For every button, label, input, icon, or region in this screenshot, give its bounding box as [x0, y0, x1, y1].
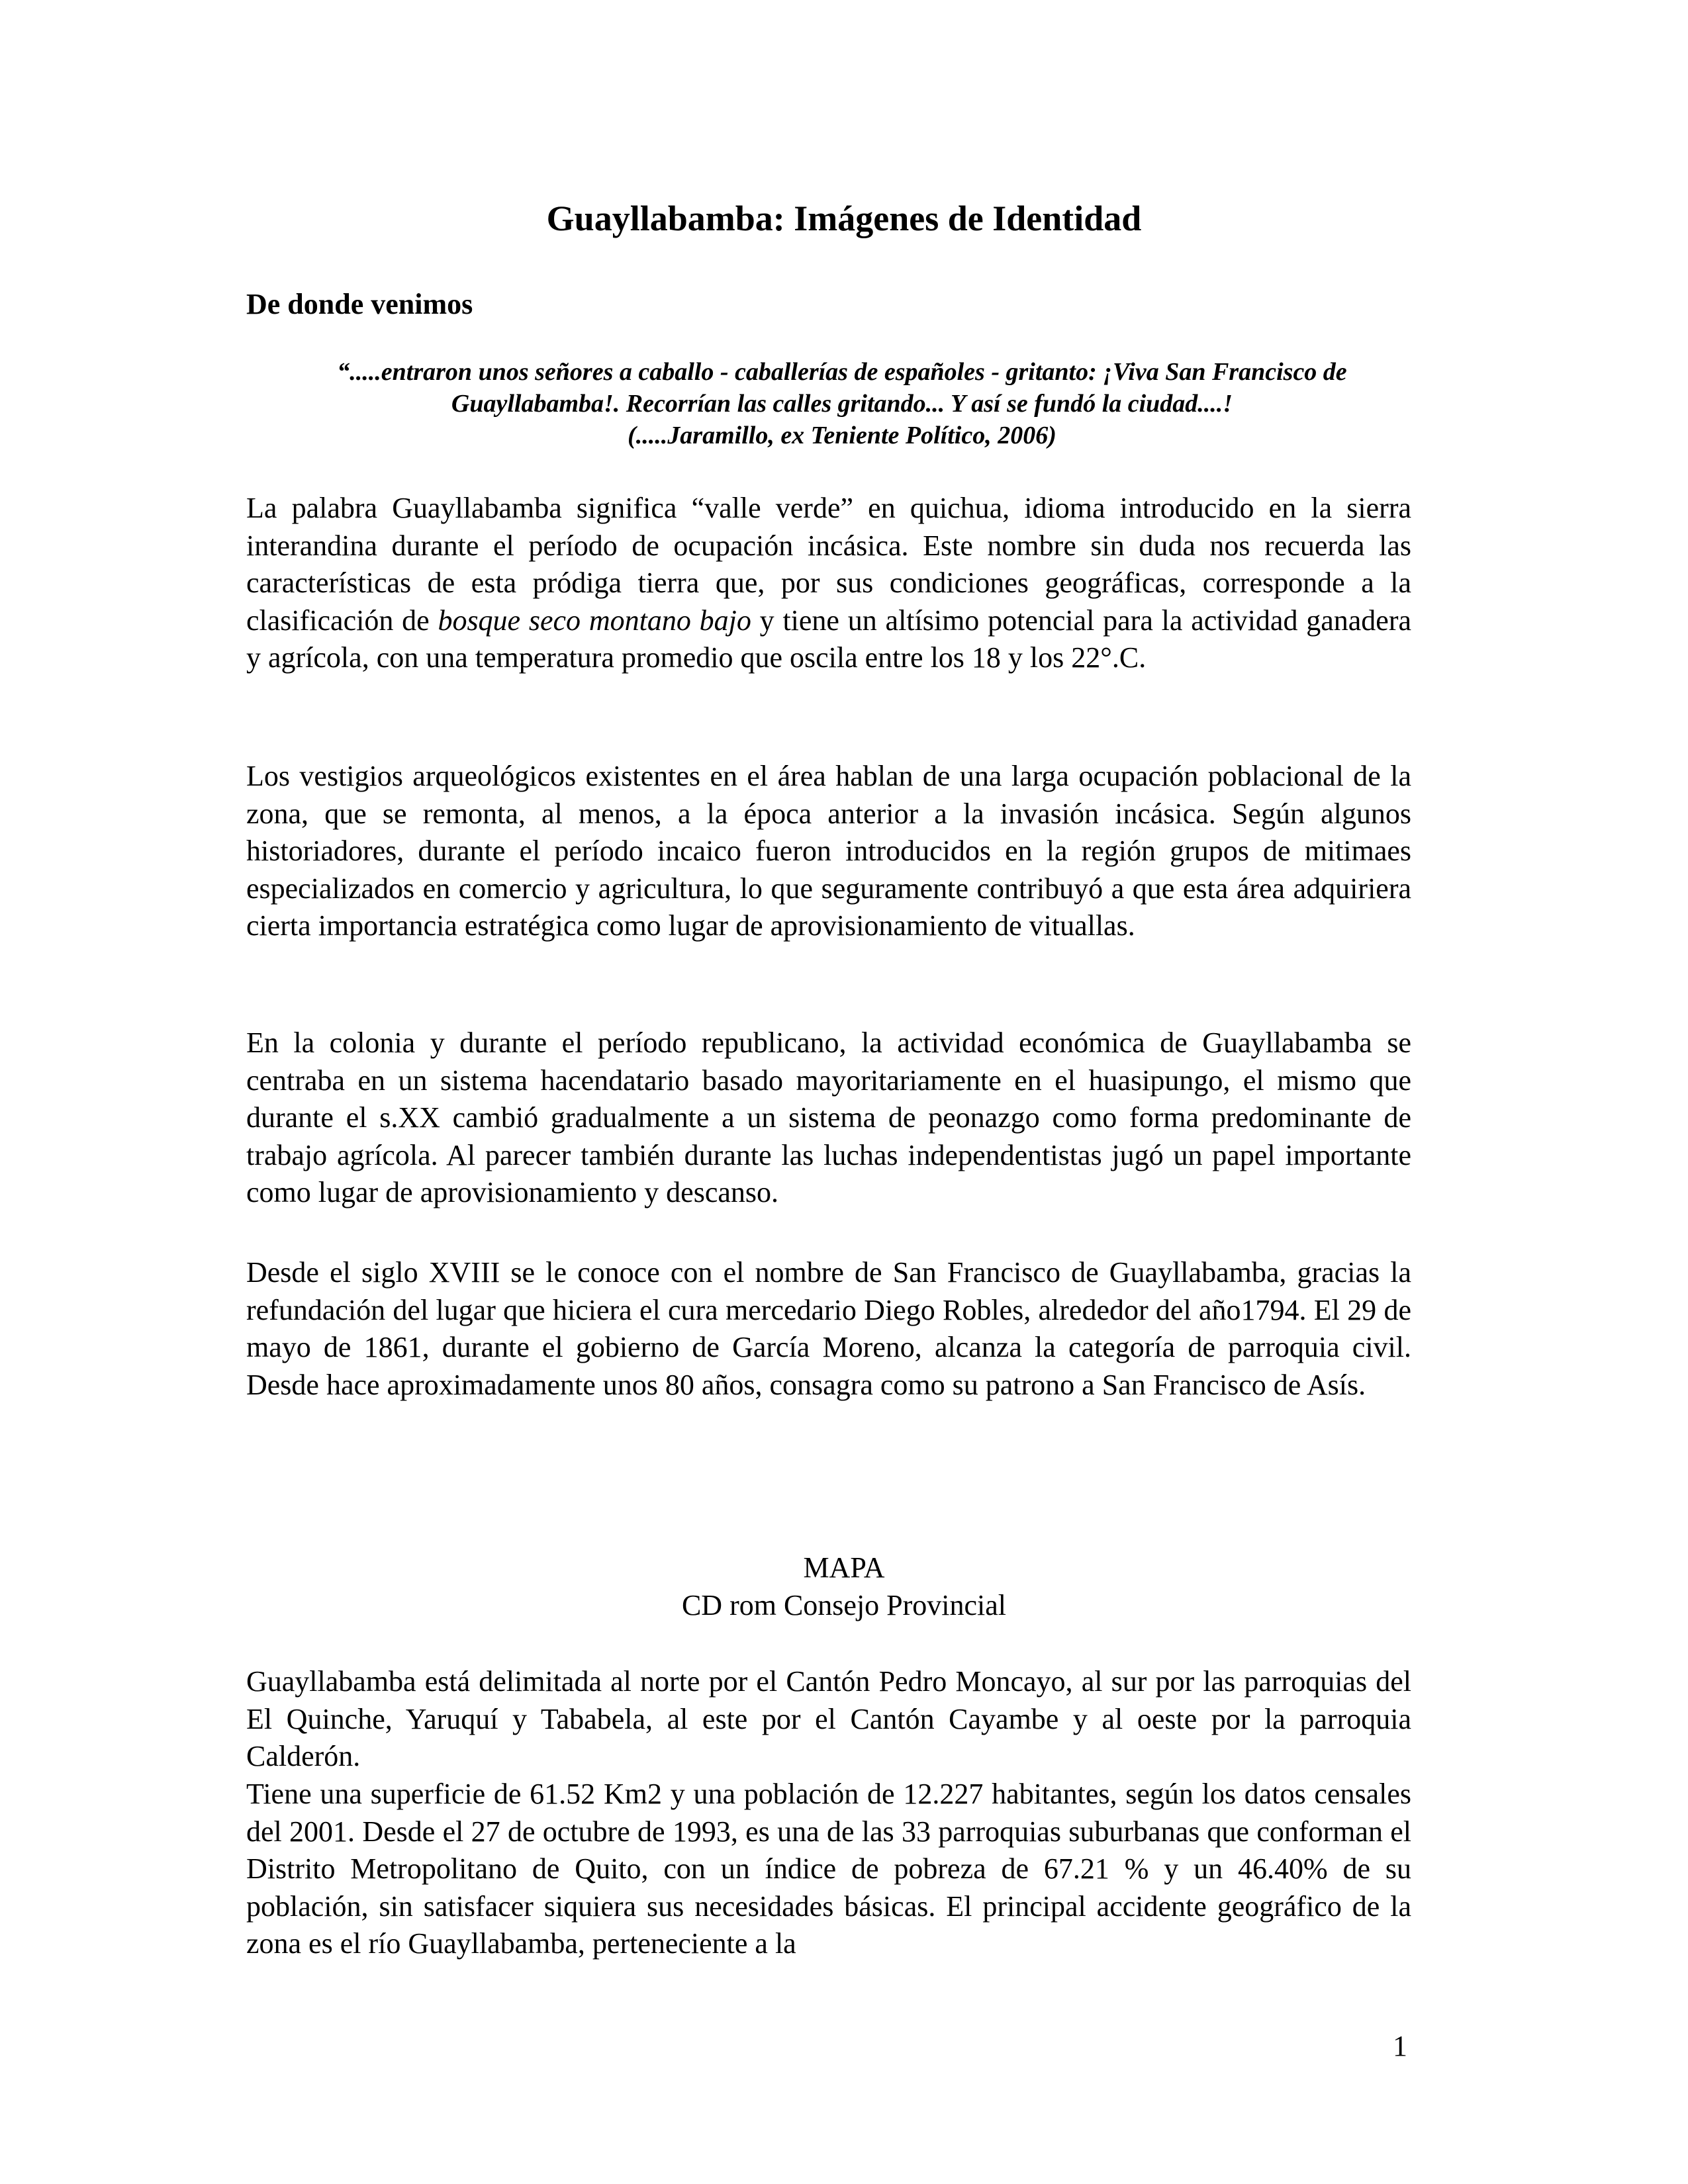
document-title: Guayllabamba: Imágenes de Identidad	[546, 199, 1142, 238]
epigraph-attribution: (.....Jaramillo, ex Teniente Político, 2006)	[628, 422, 1056, 449]
italic-term: bosque seco montano bajo	[438, 604, 751, 637]
map-heading: MAPA	[803, 1551, 885, 1584]
epigraph-line-1: “.....entraron unos señores a caballo - caballerías de españoles - gritanto: ¡Viva San Francisco de	[337, 358, 1347, 386]
map-source: CD rom Consejo Provincial	[681, 1589, 1007, 1621]
paragraph-boundaries: Guayllabamba está delimitada al norte por el Cantón Pedro Moncayo, al sur por las parroquias del El Quinche, Yaruquí y Tababela, al este por el Cantón Cayambe y al oeste por la parroquia Calderón.	[246, 1665, 1411, 1773]
section-heading: De donde venimos	[246, 288, 473, 320]
paragraph-text: La palabra Guayllabamba significa “valle verde” en quichua, idioma introducido en la sierra interandina durante el período de ocupación incásica. Este nombre sin duda nos recuerda las características de esta pródiga tierra que, por sus condiciones geográficas, corresponde a la clasificación de	[246, 492, 1411, 637]
paragraph-colonial-economy: En la colonia y durante el período republicano, la actividad económica de Guayllabamba se centraba en un sistema hacendatario basado mayoritariamente en el huasipungo, el mismo que durante el s.XX cambió gradualmente a un sistema de peonazgo como forma predominante de trabajo agrícola. Al parecer también durante las luchas independentistas jugó un papel importante como lugar de aprovisionamiento y descanso.	[246, 1026, 1411, 1209]
epigraph-line-2: Guayllabamba!. Recorrían las calles gritando... Y así se fundó la ciudad....!	[451, 390, 1233, 418]
paragraph-text: y tiene un altísimo potencial para la actividad ganadera y agrícola, con una temperatura promedio que oscila entre los 18 y los 22°.C.	[246, 604, 1412, 674]
epigraph-quote	[246, 356, 1438, 451]
paragraph-archaeology: Los vestigios arqueológicos existentes en el área hablan de una larga ocupación poblacional de la zona, que se remonta, al menos, a la época anterior a la invasión incásica. Según algunos historiadores, durante el período incaico fueron introducidos en la región grupos de mitimaes especializados en comercio y agricultura, lo que seguramente contribuyó a que esta área adquiriera cierta importancia estratégica como lugar de aprovisionamiento de vituallas.	[246, 760, 1411, 942]
paragraph-history: Desde el siglo XVIII se le conoce con el nombre de San Francisco de Guayllabamba, gracias la refundación del lugar que hiciera el cura mercedario Diego Robles, alrededor del año1794. El 29 de mayo de 1861, durante el gobierno de García Moreno, alcanza la categoría de parroquia civil. Desde hace aproximadamente unos 80 años, consagra como su patrono a San Francisco de Asís.	[246, 1256, 1411, 1401]
paragraph-name-meaning	[246, 490, 1411, 677]
page-number: 1	[1393, 2030, 1407, 2062]
paragraph-demographics: Tiene una superficie de 61.52 Km2 y una población de 12.227 habitantes, según los datos censales del 2001. Desde el 27 de octubre de 1993, es una de las 33 parroquias suburbanas que conforman el Distrito Metropolitano de Quito, con un índice de pobreza de 67.21 % y un 46.40% de su población, sin satisfacer siquiera sus necesidades básicas. El principal accidente geográfico de la zona es el río Guayllabamba, perteneciente a la	[246, 1778, 1411, 1960]
